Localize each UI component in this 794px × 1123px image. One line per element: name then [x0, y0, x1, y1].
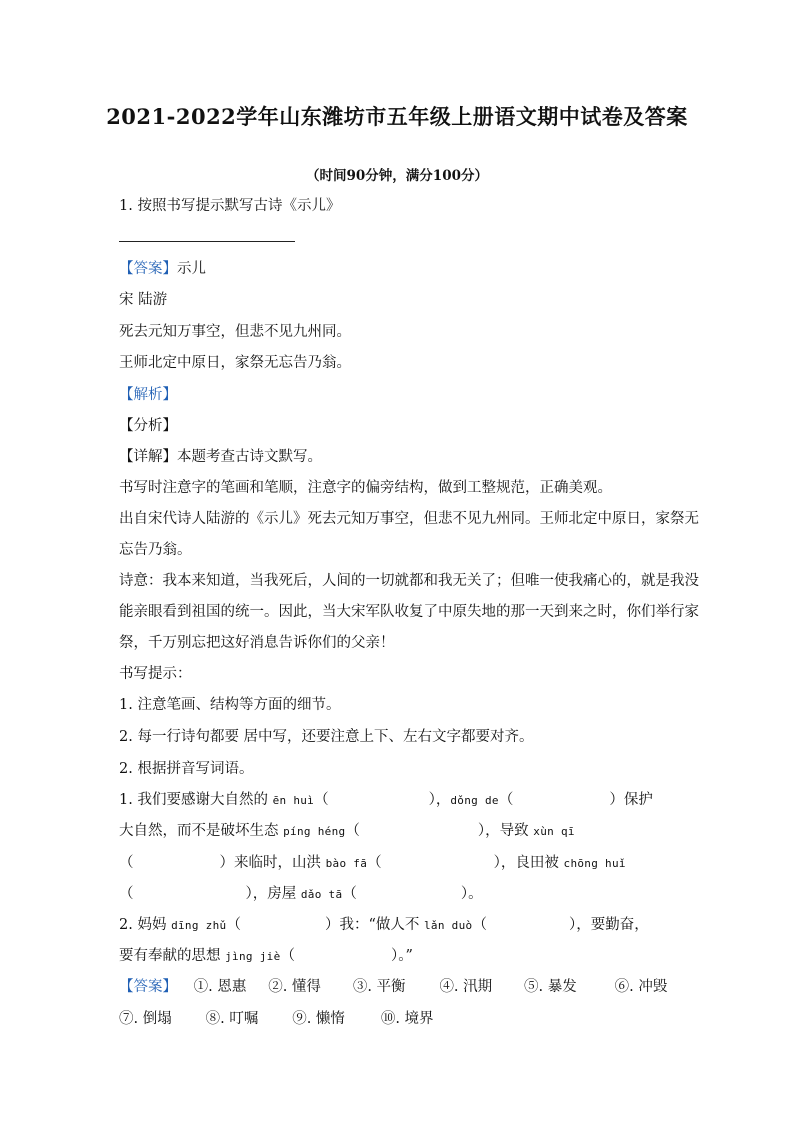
q2-text: 要有奉献的思想	[119, 948, 226, 964]
explanation-paragraph-1: 书写时注意字的笔画和笔顺，注意字的偏旁结构，做到工整规范，正确美观。	[119, 480, 612, 496]
page-title: 2021-2022学年山东潍坊市五年级上册语文期中试卷及答案	[106, 104, 688, 129]
pinyin: dǎo tā	[300, 888, 343, 901]
q2-text: 1. 我们要感谢大自然的	[119, 792, 273, 808]
answer-item: ⑩. 境界	[380, 1011, 434, 1027]
q2-text: ）我：“做人不	[324, 917, 424, 933]
q2-answers-row-1	[119, 977, 689, 997]
q2-text: ），房屋	[245, 886, 301, 902]
paren-open: （	[472, 917, 487, 933]
answer-line	[119, 241, 295, 242]
q2-text: ），	[428, 792, 451, 808]
answer-item: ⑦. 倒塌	[119, 1011, 172, 1027]
q2-text: ）来临时，山洪	[219, 855, 326, 871]
q2-text: 2. 妈妈	[119, 917, 172, 933]
q2-line-3	[119, 853, 689, 874]
question-1-prompt: 1. 按照书写提示默写古诗《示儿》	[119, 198, 341, 214]
q2-line-6	[119, 946, 689, 967]
paren-open: （	[342, 886, 357, 902]
pinyin: xùn qī	[533, 825, 575, 838]
q2-answers-row-2	[119, 1009, 689, 1029]
q2-text: ）。”	[391, 948, 413, 964]
pinyin: dǒng de	[450, 794, 499, 807]
q2-text: ），导致	[477, 823, 534, 839]
paren-open: （	[226, 917, 241, 933]
pinyin: píng héng	[283, 825, 346, 838]
q2-text: ），要勤奋，	[568, 917, 649, 933]
answer-poem-title: 示儿	[177, 261, 206, 277]
paren-open: （	[119, 886, 134, 902]
q2-text: ），良田被	[493, 855, 564, 871]
poem-meaning-line-3: 祭，千万别忘把这好消息告诉你们的父亲！	[119, 635, 395, 651]
q2-line-2	[119, 821, 689, 842]
xiangjie-row	[119, 447, 689, 467]
writing-tip-2: 2. 每一行诗句都要 居中写，还要注意上下、左右文字都要对齐。	[119, 729, 534, 745]
q2-line-5	[119, 915, 689, 936]
pinyin: jìng jiè	[225, 950, 281, 963]
q2-line-4	[119, 884, 689, 905]
q2-text: ）。	[460, 886, 483, 902]
pinyin: bào fā	[325, 857, 368, 870]
explanation-paragraph-2-line-1: 出自宋代诗人陆游的《示儿》死去元知万事空，但悲不见九州同。王师北定中原日，家祭无	[119, 511, 699, 527]
poem-line-2: 王师北定中原日，家祭无忘告乃翁。	[119, 355, 351, 371]
pinyin: chōng huǐ	[563, 857, 626, 870]
q2-text: ）保护	[609, 792, 653, 808]
answer-item: ⑧. 叮嘱	[205, 1011, 259, 1027]
page-subtitle: （时间90分钟，满分100分）	[306, 168, 488, 184]
writing-tip-1: 1. 注意笔画、结构等方面的细节。	[119, 697, 341, 713]
pinyin: dīng zhǔ	[171, 919, 227, 932]
fenxi-tag: 【分析】	[119, 418, 177, 434]
poem-author: 宋 陆游	[119, 292, 168, 308]
paren-open: （	[280, 948, 295, 964]
question-2-prompt: 2. 根据拼音写词语。	[119, 761, 254, 777]
paren-open: （	[119, 855, 134, 871]
answer-item: ④. 汛期	[439, 979, 493, 995]
explanation-paragraph-2-line-2: 忘告乃翁。	[119, 542, 192, 558]
xiangjie-text: 本题考查古诗文默写。	[177, 449, 322, 465]
answer-item: ⑤. 暴发	[524, 979, 577, 995]
poem-meaning-line-1: 诗意：我本来知道，当我死后，人间的一切就都和我无关了；但唯一使我痛心的，就是我没	[119, 573, 699, 589]
paren-open: （	[314, 792, 329, 808]
jiexi-tag: 【解析】	[119, 387, 177, 403]
pinyin: lǎn duò	[423, 919, 473, 932]
q2-line-1	[119, 790, 689, 811]
writing-tips-heading: 书写提示：	[119, 666, 192, 682]
answer-tag: 【答案】	[119, 979, 177, 995]
paren-open: （	[367, 855, 382, 871]
q2-text: 大自然，而不是破坏生态	[119, 823, 284, 839]
answer-item: ②. 懂得	[268, 979, 321, 995]
paren-open: （	[498, 792, 514, 808]
paren-open: （	[345, 823, 360, 839]
poem-line-1: 死去元知万事空，但悲不见九州同。	[119, 324, 351, 340]
pinyin: ēn huì	[272, 794, 315, 807]
answer-item: ⑨. 懒惰	[292, 1011, 345, 1027]
answer-item: ⑥. 冲毁	[614, 979, 668, 995]
answer-tag: 【答案】	[119, 261, 177, 277]
answer-item: ③. 平衡	[352, 979, 406, 995]
poem-meaning-line-2: 能亲眼看到祖国的统一。因此，当大宋军队收复了中原失地的那一天到来之时，你们举行家	[119, 604, 699, 620]
q1-answer-row	[119, 259, 689, 279]
xiangjie-tag: 【详解】	[119, 449, 177, 465]
answer-item: ①. 恩惠	[193, 979, 247, 995]
